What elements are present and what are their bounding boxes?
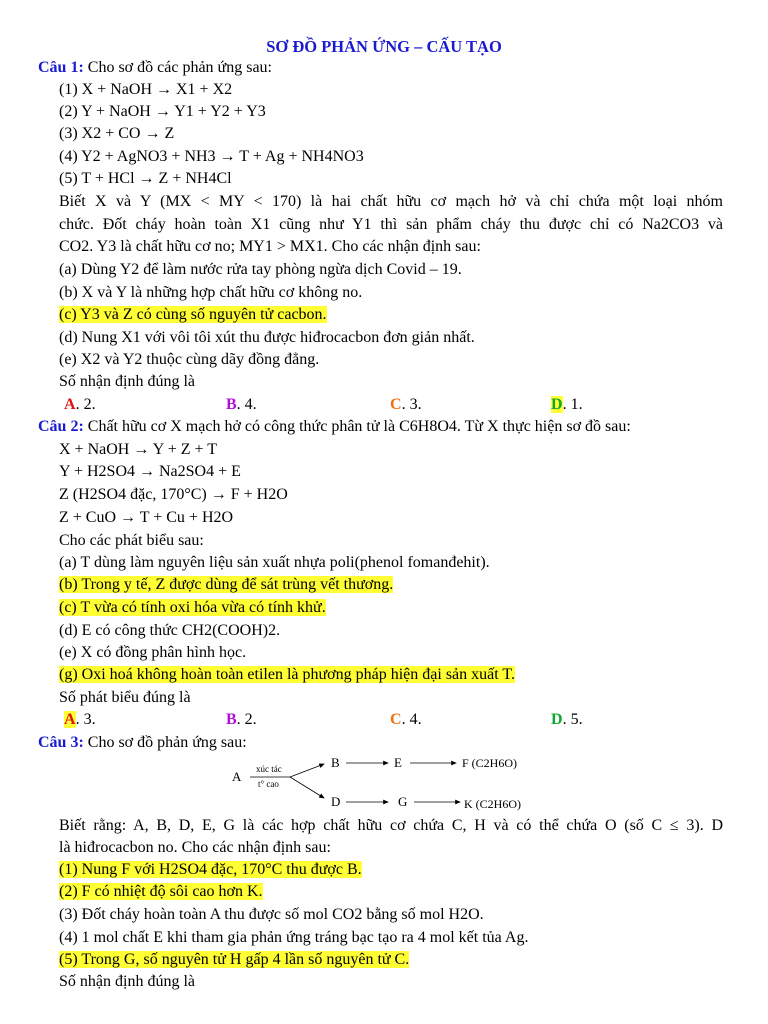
reaction-line: (2) Y + NaOH → Y1 + Y2 + Y3 [59, 103, 266, 120]
question-label: Câu 2: [38, 418, 84, 435]
statement-highlighted: (c) T vừa có tính oxi hóa vừa có tính khử. [59, 599, 326, 616]
catalyst-label: xúc tác [256, 764, 282, 774]
question-prompt: Số nhận định đúng là [59, 973, 195, 990]
statement: (e) X2 và Y2 thuộc cùng dãy đồng đẳng. [59, 351, 320, 368]
node-d: D [331, 794, 341, 809]
statement: (d) Nung X1 với vôi tôi xút thu được hiđrocacbon đơn giản nhất. [59, 329, 475, 346]
question-3-header [38, 733, 247, 753]
statement-highlighted: (b) Trong y tế, Z được dùng để sát trùng vết thương. [59, 576, 394, 593]
node-g: G [398, 794, 408, 809]
statement-highlighted: (c) Y3 và Z có cùng số nguyên tử cacbon. [59, 306, 327, 323]
node-a: A [232, 769, 242, 784]
description-line: chức. Đốt cháy hoàn toàn X1 cũng như Y1 thì sản phẩm cháy thu được chỉ có Na2CO3 và [59, 216, 723, 233]
statement-highlighted: (g) Oxi hoá không hoàn toàn etilen là phương pháp hiện đại sản xuất T. [59, 666, 515, 683]
question-intro: Chất hữu cơ X mạch hở có công thức phân tử là C6H8O4. Từ X thực hiện sơ đồ sau: [87, 418, 631, 435]
arrow-to-b [290, 764, 324, 777]
reaction-line: (3) X2 + CO → Z [59, 125, 175, 142]
node-f: F (C2H6O) [462, 756, 518, 770]
question-label: Câu 3: [38, 734, 84, 751]
description-line: là hiđrocacbon no. Cho các nhận định sau: [59, 839, 331, 856]
option-b[interactable]: B. 4. [226, 396, 257, 413]
statement: (a) Dùng Y2 để làm nước rửa tay phòng ngừa dịch Covid – 19. [59, 261, 462, 278]
statement-highlighted: (2) F có nhiệt độ sôi cao hơn K. [59, 883, 263, 900]
statement: (4) 1 mol chất E khi tham gia phản ứng tráng bạc tạo ra 4 mol kết tủa Ag. [59, 929, 529, 946]
question-prompt: Cho các phát biểu sau: [59, 532, 204, 549]
arrow-to-d [290, 777, 324, 798]
option-c[interactable]: C. 3. [390, 396, 422, 413]
page-title: SƠ ĐỒ PHẢN ỨNG – CẤU TẠO [266, 37, 502, 56]
node-b: B [331, 755, 340, 770]
statement-highlighted: (1) Nung F với H2SO4 đặc, 170°C thu được B. [59, 861, 362, 878]
reaction-line: X + NaOH → Y + Z + T [59, 441, 218, 458]
condition-label: t° cao [258, 779, 279, 789]
option-d[interactable]: D. 1. [551, 396, 583, 413]
option-a[interactable]: A. 2. [64, 396, 96, 413]
node-k: K (C2H6O) [464, 797, 521, 811]
statement: (e) X có đồng phân hình học. [59, 644, 247, 661]
reaction-line: Y + H2SO4 → Na2SO4 + E [59, 463, 241, 480]
question-2-header [38, 417, 631, 437]
reaction-line: Z (H2SO4 đặc, 170°C) → F + H2O [59, 486, 288, 503]
statement: (3) Đốt cháy hoàn toàn A thu được số mol CO2 bằng số mol H2O. [59, 906, 484, 923]
reaction-line: (5) T + HCl → Z + NH4Cl [59, 170, 232, 187]
question-prompt: Số phát biểu đúng là [59, 689, 191, 706]
reaction-line: (1) X + NaOH → X1 + X2 [59, 81, 233, 98]
option-d[interactable]: D. 5. [551, 711, 583, 728]
question-label: Câu 1: [38, 59, 84, 76]
reaction-diagram [228, 752, 538, 816]
statement-highlighted: (5) Trong G, số nguyên tử H gấp 4 lần số nguyên tử C. [59, 951, 410, 968]
option-c[interactable]: C. 4. [390, 711, 422, 728]
statement: (d) E có công thức CH2(COOH)2. [59, 622, 281, 639]
statement: (a) T dùng làm nguyên liệu sản xuất nhựa poli(phenol fomanđehit). [59, 554, 490, 571]
option-b[interactable]: B. 2. [226, 711, 257, 728]
description-line: Biết rằng: A, B, D, E, G là các hợp chất hữu cơ chứa C, H và có thể chứa O (số C ≤ 3). D [59, 817, 723, 834]
question-prompt: Số nhận định đúng là [59, 373, 195, 390]
description-line: Biết X và Y (MX < MY < 170) là hai chất hữu cơ mạch hở và chỉ chứa một loại nhóm [59, 193, 723, 210]
question-intro: Cho sơ đồ phản ứng sau: [87, 734, 247, 751]
option-a[interactable]: A. 3. [64, 711, 96, 728]
reaction-line: (4) Y2 + AgNO3 + NH3 → T + Ag + NH4NO3 [59, 148, 364, 165]
statement: (b) X và Y là những hợp chất hữu cơ không no. [59, 284, 363, 301]
node-e: E [394, 755, 402, 770]
question-1-header [38, 58, 272, 78]
question-intro: Cho sơ đồ các phản ứng sau: [87, 59, 272, 76]
reaction-line: Z + CuO → T + Cu + H2O [59, 509, 234, 526]
description-line: CO2. Y3 là chất hữu cơ no; MY1 > MX1. Cho các nhận định sau: [59, 238, 481, 255]
